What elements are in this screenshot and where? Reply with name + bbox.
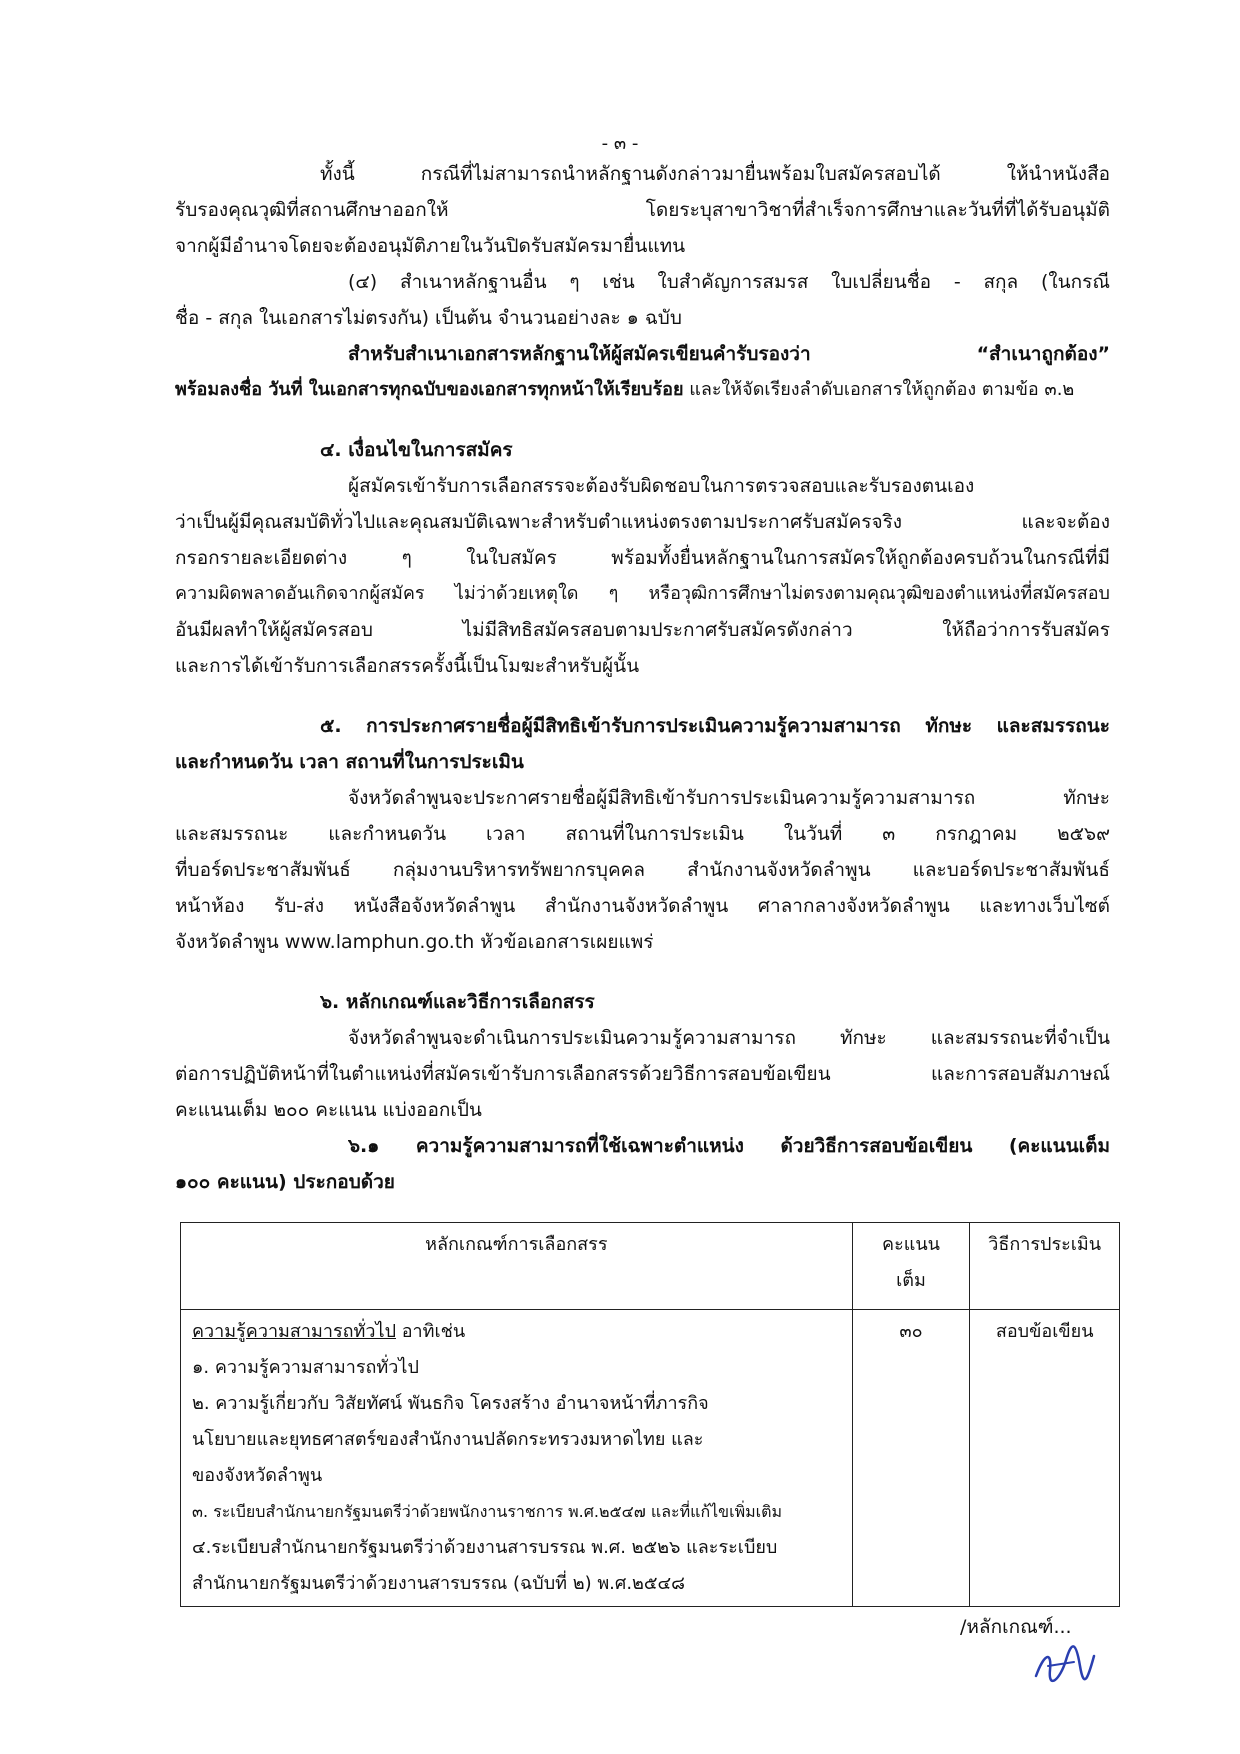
criteria-item: ๔.ระเบียบสำนักนายกรัฐมนตรีว่าด้วยงานสารบรรณ พ.ศ. ๒๕๒๖ และระเบียบ bbox=[192, 1537, 778, 1558]
paragraph-line: ความผิดพลาดอันเกิดจากผู้สมัคร ไม่ว่าด้วยเหตุใด ๆ หรือวุฒิการศึกษาไม่ตรงตามคุณวุฒิของตำแหน่งที่สมัครสอบ bbox=[175, 583, 1110, 604]
header-criteria: หลักเกณฑ์การเลือกสรร bbox=[181, 1223, 853, 1310]
paragraph-line: หน้าห้อง รับ-ส่ง หนังสือจังหวัดลำพูน สำนักงานจังหวัดลำพูน ศาลากลางจังหวัดลำพูน และทางเว็บไซต์ bbox=[175, 895, 1110, 917]
signature-mark bbox=[1030, 1636, 1100, 1686]
criteria-item: ๒. ความรู้เกี่ยวกับ วิสัยทัศน์ พันธกิจ โครงสร้าง อำนาจหน้าที่ภารกิจ bbox=[192, 1393, 709, 1414]
method-cell: สอบข้อเขียน bbox=[970, 1310, 1120, 1607]
section-heading: ๔. เงื่อนไขในการสมัคร bbox=[320, 439, 513, 461]
subsection-heading: ๖.๑ ความรู้ความสามารถที่ใช้เฉพาะตำแหน่ง ด้วยวิธีการสอบข้อเขียน (คะแนนเต็ม bbox=[348, 1135, 1110, 1157]
paragraph-line: ชื่อ - สกุล ในเอกสารไม่ตรงกัน) เป็นต้น จำนวนอย่างละ ๑ ฉบับ bbox=[175, 307, 682, 329]
copy-note-rest: และให้จัดเรียงลำดับเอกสารให้ถูกต้อง ตามข้อ ๓.๒ bbox=[683, 379, 1075, 400]
paragraph-line: จังหวัดลำพูน www.lamphun.go.th หัวข้อเอกสารเผยแพร่ bbox=[175, 931, 654, 953]
copy-note-line bbox=[175, 372, 1110, 408]
paragraph-line: ต่อการปฏิบัติหน้าที่ในตำแหน่งที่สมัครเข้ารับการเลือกสรรด้วยวิธีการสอบข้อเขียน และการสอบสัมภาษณ์ bbox=[175, 1063, 1110, 1085]
subsection-heading: ๑๐๐ คะแนน) ประกอบด้วย bbox=[175, 1171, 395, 1193]
paragraph-line: ว่าเป็นผู้มีคุณสมบัติทั่วไปและคุณสมบัติเฉพาะสำหรับตำแหน่งตรงตามประกาศรับสมัครจริง และจะต้อง bbox=[175, 511, 1110, 533]
criteria-title-suffix: อาทิเช่น bbox=[396, 1321, 466, 1342]
criteria-table bbox=[180, 1222, 1120, 1607]
criteria-item: ๑. ความรู้ความสามารถทั่วไป bbox=[192, 1357, 419, 1378]
paragraph-line: รับรองคุณวุฒิที่สถานศึกษาออกให้ โดยระบุสาขาวิชาที่สำเร็จการศึกษาและวันที่ที่ได้รับอนุมัติ bbox=[175, 199, 1110, 221]
section-heading: และกำหนดวัน เวลา สถานที่ในการประเมิน bbox=[175, 751, 524, 773]
paragraph-line: คะแนนเต็ม ๒๐๐ คะแนน แบ่งออกเป็น bbox=[175, 1099, 482, 1121]
paragraph-line: อันมีผลทำให้ผู้สมัครสอบ ไม่มีสิทธิสมัครสอบตามประกาศรับสมัครดังกล่าว ให้ถือว่าการรับสมัคร bbox=[175, 619, 1110, 641]
header-score-line1: คะแนน bbox=[882, 1234, 940, 1255]
criteria-item: ของจังหวัดลำพูน bbox=[192, 1465, 323, 1486]
copy-note-bold: พร้อมลงชื่อ วันที่ ในเอกสารทุกฉบับของเอกสารทุกหน้าให้เรียบร้อย bbox=[175, 379, 684, 400]
criteria-title-line bbox=[182, 1314, 851, 1350]
table-header-row bbox=[181, 1223, 1120, 1310]
page-number: - ๓ - bbox=[601, 133, 639, 154]
header-score-line2: เต็ม bbox=[896, 1270, 926, 1291]
paragraph-line: (๔) สำเนาหลักฐานอื่น ๆ เช่น ใบสำคัญการสมรส ใบเปลี่ยนชื่อ - สกุล (ในกรณี bbox=[348, 271, 1110, 293]
score-cell: ๓๐ bbox=[852, 1310, 970, 1607]
section-heading: ๖. หลักเกณฑ์และวิธีการเลือกสรร bbox=[320, 991, 595, 1013]
header-score bbox=[852, 1223, 970, 1310]
criteria-title: ความรู้ความสามารถทั่วไป bbox=[192, 1321, 396, 1342]
criteria-cell bbox=[181, 1310, 853, 1607]
paragraph-line: จังหวัดลำพูนจะประกาศรายชื่อผู้มีสิทธิเข้ารับการประเมินความรู้ความสามารถ ทักษะ bbox=[348, 787, 1110, 809]
paragraph-line: ทั้งนี้ กรณีที่ไม่สามารถนำหลักฐานดังกล่าวมายื่นพร้อมใบสมัครสอบได้ ให้นำหนังสือ bbox=[320, 163, 1110, 185]
criteria-item: ๓. ระเบียบสำนักนายกรัฐมนตรีว่าด้วยพนักงานราชการ พ.ศ.๒๕๔๗ และที่แก้ไขเพิ่มเติม bbox=[192, 1502, 783, 1521]
criteria-item: นโยบายและยุทธศาสตร์ของสำนักงานปลัดกระทรวงมหาดไทย และ bbox=[192, 1429, 704, 1450]
paragraph-line: กรอกรายละเอียดต่าง ๆ ในใบสมัคร พร้อมทั้งยื่นหลักฐานในการสมัครให้ถูกต้องครบถ้วนในกรณีที่มี bbox=[175, 547, 1110, 569]
table-row bbox=[181, 1310, 1120, 1607]
header-method: วิธีการประเมิน bbox=[970, 1223, 1120, 1310]
paragraph-line: จากผู้มีอำนาจโดยจะต้องอนุมัติภายในวันปิดรับสมัครมายื่นแทน bbox=[175, 235, 686, 257]
continuation-text: /หลักเกณฑ์... bbox=[960, 1616, 1072, 1638]
paragraph-line: ที่บอร์ดประชาสัมพันธ์ กลุ่มงานบริหารทรัพยากรบุคคล สำนักงานจังหวัดลำพูน และบอร์ดประชาสัมพันธ์ bbox=[175, 859, 1110, 881]
paragraph-line: และสมรรถนะ และกำหนดวัน เวลา สถานที่ในการประเมิน ในวันที่ ๓ กรกฎาคม ๒๕๖๙ bbox=[175, 823, 1110, 845]
paragraph-line: จังหวัดลำพูนจะดำเนินการประเมินความรู้ความสามารถ ทักษะ และสมรรถนะที่จำเป็น bbox=[348, 1027, 1110, 1049]
copy-note-line: สำหรับสำเนาเอกสารหลักฐานให้ผู้สมัครเขียนคำรับรองว่า “สำเนาถูกต้อง” bbox=[348, 343, 1110, 365]
paragraph-line: และการได้เข้ารับการเลือกสรรครั้งนี้เป็นโมฆะสำหรับผู้นั้น bbox=[175, 655, 640, 677]
paragraph-line: ผู้สมัครเข้ารับการเลือกสรรจะต้องรับผิดชอบในการตรวจสอบและรับรองตนเอง bbox=[348, 475, 975, 497]
section-heading: ๕. การประกาศรายชื่อผู้มีสิทธิเข้ารับการประเมินความรู้ความสามารถ ทักษะ และสมรรถนะ bbox=[320, 715, 1110, 737]
criteria-item: สำนักนายกรัฐมนตรีว่าด้วยงานสารบรรณ (ฉบับที่ ๒) พ.ศ.๒๕๔๘ bbox=[192, 1573, 686, 1594]
